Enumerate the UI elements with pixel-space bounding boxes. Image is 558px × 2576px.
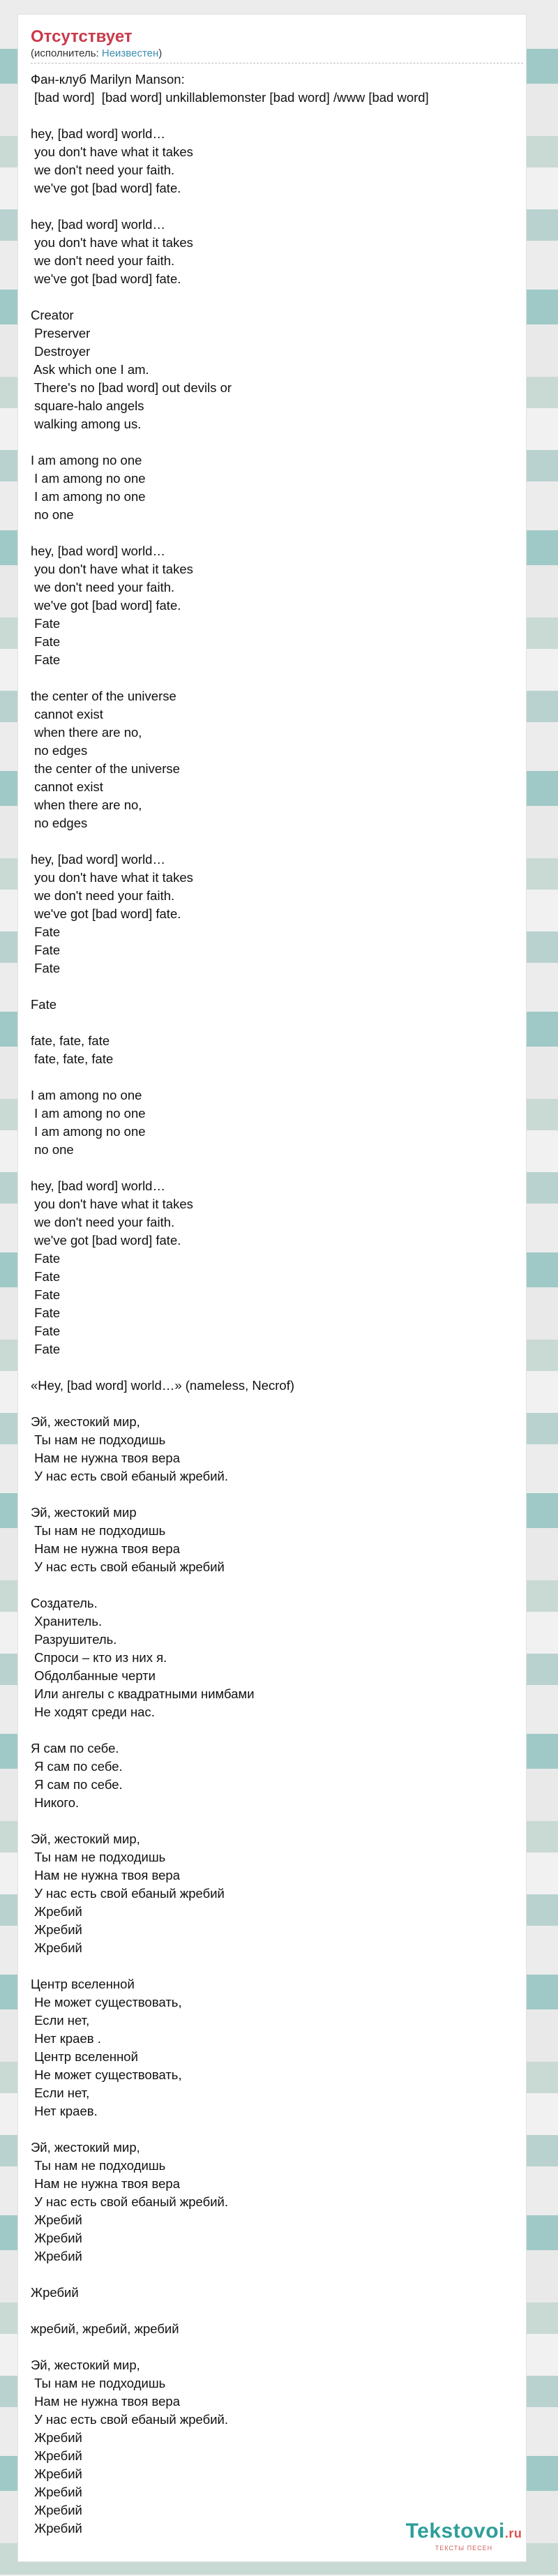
lyrics-line: Fate — [31, 943, 61, 957]
lyrics-line: Creator — [31, 308, 74, 322]
lyrics-line: Спроси – кто из них я. — [31, 1650, 167, 1665]
lyrics-card — [17, 14, 527, 2562]
lyrics-line: Fate — [31, 634, 61, 649]
lyrics-line: Ты нам не подходишь — [31, 1523, 166, 1538]
song-title: Отсутствует — [31, 27, 133, 46]
lyrics-blank-line — [31, 524, 513, 542]
lyrics-line: Эй, жестокий мир, — [31, 1414, 140, 1429]
logo-subtitle: ТЕКСТЫ ПЕСЕН — [435, 2545, 493, 2552]
lyrics-line: when there are no, — [31, 725, 142, 740]
lyrics-line: Fate — [31, 997, 57, 1012]
logo-wordmark — [394, 2520, 534, 2545]
lyrics-line: Ты нам не подходишь — [31, 1432, 166, 1447]
lyrics-line: Никого. — [31, 1795, 80, 1810]
lyrics-line: I am among no one — [31, 1106, 146, 1121]
lyrics-line: Или ангелы с квадратными нимбами — [31, 1686, 255, 1701]
lyrics-blank-line — [31, 832, 513, 851]
lyrics-line: Нам не нужна твоя вера — [31, 2176, 181, 2191]
performer-line — [31, 47, 523, 63]
lyrics-line: У нас есть свой ебаный жребий — [31, 1559, 225, 1574]
lyrics-blank-line — [31, 669, 513, 687]
lyrics-line: hey, [bad word] world… — [31, 544, 165, 558]
lyrics-blank-line — [31, 197, 513, 216]
lyrics-blank-line — [31, 107, 513, 125]
lyrics-line: Обдолбанные черти — [31, 1668, 156, 1683]
lyrics-line: you don't have what it takes — [31, 562, 193, 576]
lyrics-line: no edges — [31, 743, 88, 758]
lyrics-line: Жребий — [31, 2212, 82, 2227]
lyrics-line: Fate — [31, 1342, 61, 1356]
lyrics-line: Жребий — [31, 2448, 82, 2463]
lyrics-line: Destroyer — [31, 344, 91, 359]
lyrics-line: Нам не нужна твоя вера — [31, 2394, 181, 2409]
lyrics-line: Fate — [31, 1324, 61, 1338]
lyrics-line: Fate — [31, 652, 61, 667]
lyrics-line: Эй, жестокий мир, — [31, 2358, 140, 2372]
lyrics-line: Не может существовать, — [31, 1995, 182, 2009]
lyrics-line: Fate — [31, 1251, 61, 1266]
lyrics-blank-line — [31, 1358, 513, 1377]
lyrics-line: У нас есть свой ебаный жребий. — [31, 2194, 229, 2209]
lyrics-line: Я сам по себе. — [31, 1741, 119, 1755]
lyrics-line: Fate — [31, 1269, 61, 1284]
lyrics-blank-line — [31, 1576, 513, 1594]
lyrics-blank-line — [31, 2266, 513, 2284]
lyrics-line: Жребий — [31, 2466, 82, 2481]
lyrics-blank-line — [31, 978, 513, 996]
lyrics-line: Ты нам не подходишь — [31, 2376, 166, 2390]
lyrics-blank-line — [31, 288, 513, 306]
performer-prefix: (исполнитель: — [31, 47, 102, 59]
lyrics-blank-line — [31, 2338, 513, 2356]
performer-suffix: ) — [158, 47, 163, 59]
lyrics-line: we don't need your faith. — [31, 163, 175, 177]
lyrics-line: we've got [bad word] fate. — [31, 181, 181, 195]
lyrics-line: I am among no one — [31, 1124, 146, 1139]
lyrics-blank-line — [31, 1159, 513, 1177]
lyrics-line: I am among no one — [31, 1088, 142, 1102]
lyrics-line: we don't need your faith. — [31, 1215, 175, 1229]
lyrics-blank-line — [31, 2120, 513, 2139]
lyrics-line: Нам не нужна твоя вера — [31, 1451, 181, 1465]
performer-link[interactable]: Неизвестен — [101, 47, 159, 59]
lyrics-line: Fate — [31, 1287, 61, 1302]
lyrics-line: we don't need your faith. — [31, 253, 175, 268]
lyrics-line: Нам не нужна твоя вера — [31, 1868, 181, 1882]
lyrics-line: Эй, жестокий мир — [31, 1505, 137, 1520]
lyrics-line: hey, [bad word] world… — [31, 217, 165, 232]
lyrics-line: hey, [bad word] world… — [31, 126, 165, 141]
lyrics-line: Жребий — [31, 2430, 82, 2445]
lyrics-line: жребий, жребий, жребий — [31, 2321, 179, 2336]
lyrics-line: you don't have what it takes — [31, 870, 193, 885]
lyrics-blank-line — [31, 1485, 513, 1504]
lyrics-text — [31, 70, 513, 2538]
lyrics-line: Жребий — [31, 1904, 82, 1919]
lyrics-line: fate, fate, fate — [31, 1033, 110, 1048]
lyrics-line: we don't need your faith. — [31, 580, 175, 594]
lyrics-line: walking among us. — [31, 417, 142, 431]
lyrics-line: cannot exist — [31, 779, 103, 794]
lyrics-line: the center of the universe — [31, 761, 180, 776]
lyrics-line: «Hey, [bad word] world…» (nameless, Necrof) — [31, 1378, 295, 1393]
lyrics-line: У нас есть свой ебаный жребий. — [31, 1469, 229, 1483]
lyrics-line: Fate — [31, 616, 61, 631]
lyrics-line: I am among no one — [31, 489, 146, 504]
lyrics-line: we've got [bad word] fate. — [31, 906, 181, 921]
logo-main-text: Tekstovoi — [405, 2519, 505, 2543]
lyrics-blank-line — [31, 1721, 513, 1739]
lyrics-line: Preserver — [31, 326, 91, 340]
lyrics-line: Эй, жестокий мир, — [31, 2140, 140, 2155]
lyrics-line: Если нет, — [31, 2013, 90, 2028]
lyrics-blank-line — [31, 1395, 513, 1413]
lyrics-line: I am among no one — [31, 471, 146, 486]
lyrics-line: Центр вселенной — [31, 2049, 138, 2064]
lyrics-line: no edges — [31, 816, 88, 830]
lyrics-line: fate, fate, fate — [31, 1051, 114, 1066]
lyrics-line: У нас есть свой ебаный жребий. — [31, 2412, 229, 2427]
lyrics-line: Жребий — [31, 2285, 79, 2300]
site-logo[interactable] — [394, 2520, 534, 2552]
lyrics-line: Жребий — [31, 2485, 82, 2499]
lyrics-line: no one — [31, 1142, 74, 1157]
lyrics-line: У нас есть свой ебаный жребий — [31, 1886, 225, 1901]
lyrics-line: Ты нам не подходишь — [31, 1850, 166, 1864]
lyrics-line: Ask which one I am. — [31, 362, 149, 377]
lyrics-line: we've got [bad word] fate. — [31, 598, 181, 613]
lyrics-line: we've got [bad word] fate. — [31, 271, 181, 286]
lyrics-line: Fate — [31, 961, 61, 975]
lyrics-line: Если нет, — [31, 2085, 90, 2100]
lyrics-line: Fate — [31, 924, 61, 939]
lyrics-line: Разрушитель. — [31, 1632, 117, 1647]
lyrics-line: Жребий — [31, 2231, 82, 2245]
lyrics-line: Жребий — [31, 2503, 82, 2517]
lyrics-line: we've got [bad word] fate. — [31, 1233, 181, 1248]
lyrics-blank-line — [31, 433, 513, 451]
lyrics-line: Fate — [31, 1305, 61, 1320]
lyrics-line: cannot exist — [31, 707, 103, 721]
lyrics-line: Не ходят среди нас. — [31, 1705, 155, 1719]
lyrics-line: Создатель. — [31, 1596, 98, 1610]
lyrics-line: I am among no one — [31, 453, 142, 467]
lyrics-blank-line — [31, 1957, 513, 1975]
lyrics-line: Нам не нужна твоя вера — [31, 1541, 181, 1556]
lyrics-line: Жребий — [31, 1940, 82, 1955]
lyrics-line: Эй, жестокий мир, — [31, 1832, 140, 1846]
lyrics-blank-line — [31, 2302, 513, 2320]
lyrics-line: when there are no, — [31, 797, 142, 812]
lyrics-line: Не может существовать, — [31, 2067, 182, 2082]
lyrics-line: you don't have what it takes — [31, 235, 193, 250]
logo-tld: .ru — [504, 2526, 522, 2540]
lyrics-line: we don't need your faith. — [31, 888, 175, 903]
lyrics-line: Жребий — [31, 1922, 82, 1937]
lyrics-line: Нет краев . — [31, 2031, 101, 2046]
lyrics-line: Жребий — [31, 2249, 82, 2263]
lyrics-blank-line — [31, 1812, 513, 1830]
lyrics-line: Нет краев. — [31, 2104, 98, 2118]
lyrics-line: you don't have what it takes — [31, 1197, 193, 1211]
lyrics-line: Жребий — [31, 2521, 82, 2536]
lyrics-line: Я сам по себе. — [31, 1777, 123, 1792]
lyrics-line: Фан-клуб Marilyn Manson: — [31, 72, 185, 87]
lyrics-line: Я сам по себе. — [31, 1759, 123, 1774]
lyrics-line: no one — [31, 507, 74, 522]
lyrics-line: [bad word] [bad word] unkillablemonster [bad word] /www [bad word] — [31, 90, 429, 105]
lyrics-line: Ты нам не подходишь — [31, 2158, 166, 2173]
lyrics-line: Хранитель. — [31, 1614, 103, 1628]
lyrics-line: There's no [bad word] out devils or — [31, 380, 232, 395]
lyrics-line: hey, [bad word] world… — [31, 1178, 165, 1193]
lyrics-line: square-halo angels — [31, 398, 144, 413]
lyrics-line: the center of the universe — [31, 689, 176, 703]
lyrics-blank-line — [31, 1014, 513, 1032]
lyrics-blank-line — [31, 1068, 513, 1086]
lyrics-line: you don't have what it takes — [31, 144, 193, 159]
lyrics-line: hey, [bad word] world… — [31, 852, 165, 867]
lyrics-line: Центр вселенной — [31, 1977, 135, 1991]
